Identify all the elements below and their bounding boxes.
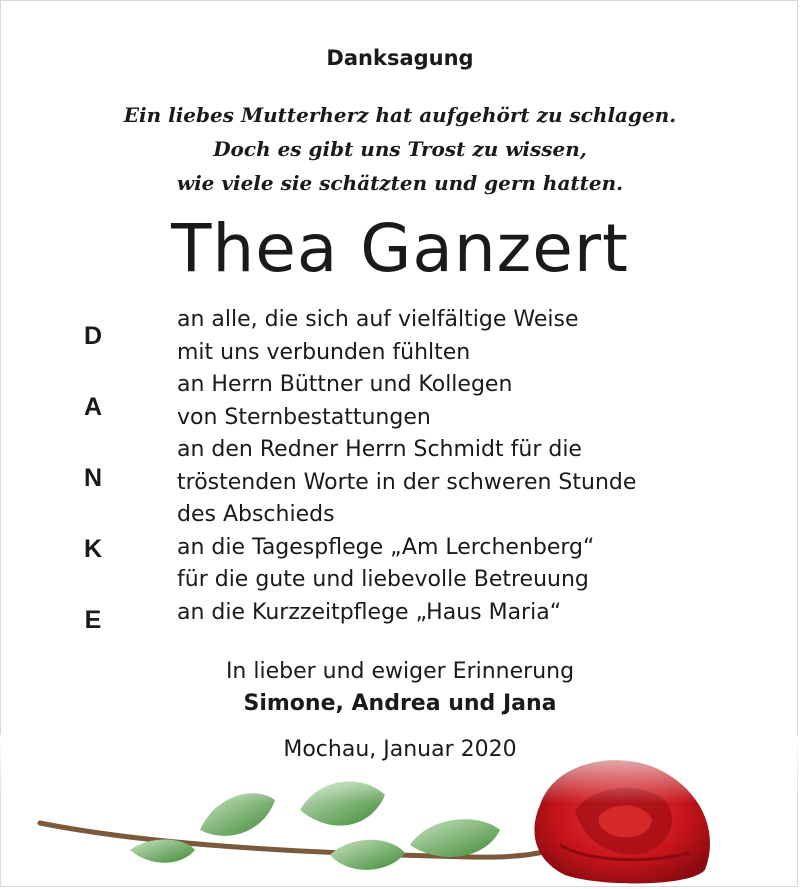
verse-line: Doch es gibt uns Trost zu wissen, [213,137,587,161]
danke-letter: A [83,393,103,421]
notice-heading: Danksagung [326,46,474,70]
thanks-item [177,369,636,434]
thanks-line: an die Tagespflege „Am Lerchenberg“ [177,534,595,560]
place-and-date: Mochau, Januar 2020 [283,737,517,762]
remembrance-block [0,656,800,720]
verse-line: Ein liebes Mutterherz hat aufgehört zu schlagen. [123,103,677,127]
memorial-verse [0,98,800,200]
thanks-line: an Herrn Büttner und Kollegen [177,372,513,397]
deceased-name: Thea Ganzert [171,210,629,287]
signers: Simone, Andrea und Jana [243,691,557,716]
remembrance-line: In lieber und ewiger Erinnerung [225,659,575,684]
thanks-line: des Abschieds [177,502,335,527]
thanks-line: an den Redner Herrn Schmidt für die [177,437,582,462]
thanks-item [177,434,636,532]
danke-letter: E [84,606,102,634]
thanks-item [177,597,636,630]
danke-letter: K [83,535,103,563]
thanks-line: mit uns verbunden fühlten [177,339,471,365]
thanks-item [177,532,636,597]
danke-letter: D [83,322,103,350]
thanks-item [177,304,636,369]
danke-letter: N [83,464,103,492]
thanks-list [177,304,636,629]
thanks-line: an die Kurzzeitpflege „Haus Maria“ [177,599,562,625]
thanks-line: für die gute und liebevolle Betreuung [177,567,589,592]
danke-acrostic [74,312,112,667]
thanks-line: tröstenden Worte in der schweren Stunde [177,469,637,495]
verse-line: wie viele sie schätzten und gern hatten. [176,171,624,195]
thanks-line: an alle, die sich auf vielfältige Weise [177,307,579,332]
thanks-line: von Sternbestattungen [177,404,431,430]
